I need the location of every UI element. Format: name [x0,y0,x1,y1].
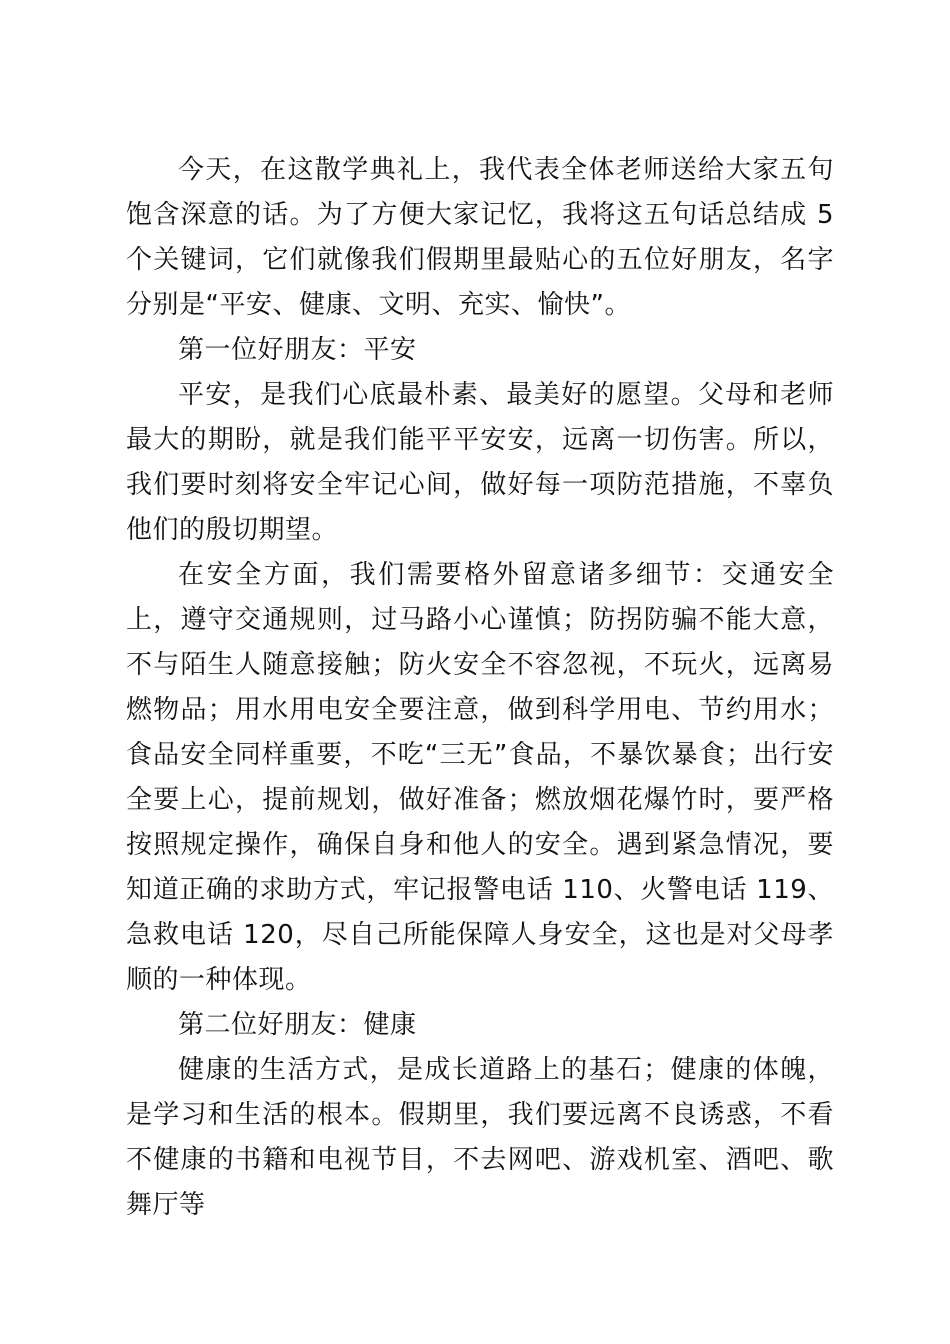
paragraph-safety-details: 在安全方面，我们需要格外留意诸多细节：交通安全上，遵守交通规则，过马路小心谨慎；防拐防骗不能大意，不与陌生人随意接触；防火安全不容忽视，不玩火，远离易燃物品；用水用电安全要注意，做到科学用电、节约用水；食品安全同样重要，不吃“三无”食品，不暴饮暴食；出行安全要上心，提前规划，做好准备；燃放烟花爆竹时，要严格按照规定操作，确保自身和他人的安全。遇到紧急情况，要知道正确的求助方式，牢记报警电话 110、火警电话 119、急救电话 120，尽自己所能保障人身安全，这也是对父母孝顺的一种体现。 [126,560,834,995]
section-heading-safety: 第一位好朋友：平安 [178,335,417,365]
paragraph-health: 健康的生活方式，是成长道路上的基石；健康的体魄，是学习和生活的根本。假期里，我们要远离不良诱惑，不看不健康的书籍和电视节目，不去网吧、游戏机室、酒吧、歌舞厅等 [126,1055,834,1220]
paragraph-intro: 今天，在这散学典礼上，我代表全体老师送给大家五句饱含深意的话。为了方便大家记忆，我将这五句话总结成 5 个关键词，它们就像我们假期里最贴心的五位好朋友，名字分别是“平安、健康、文明、充实、愉快”。 [126,155,834,320]
section-heading-health: 第二位好朋友：健康 [178,1010,417,1040]
document-page [126,148,834,1228]
paragraph-safety-wish: 平安，是我们心底最朴素、最美好的愿望。父母和老师最大的期盼，就是我们能平平安安，远离一切伤害。所以，我们要时刻将安全牢记心间，做好每一项防范措施，不辜负他们的殷切期望。 [126,380,834,545]
